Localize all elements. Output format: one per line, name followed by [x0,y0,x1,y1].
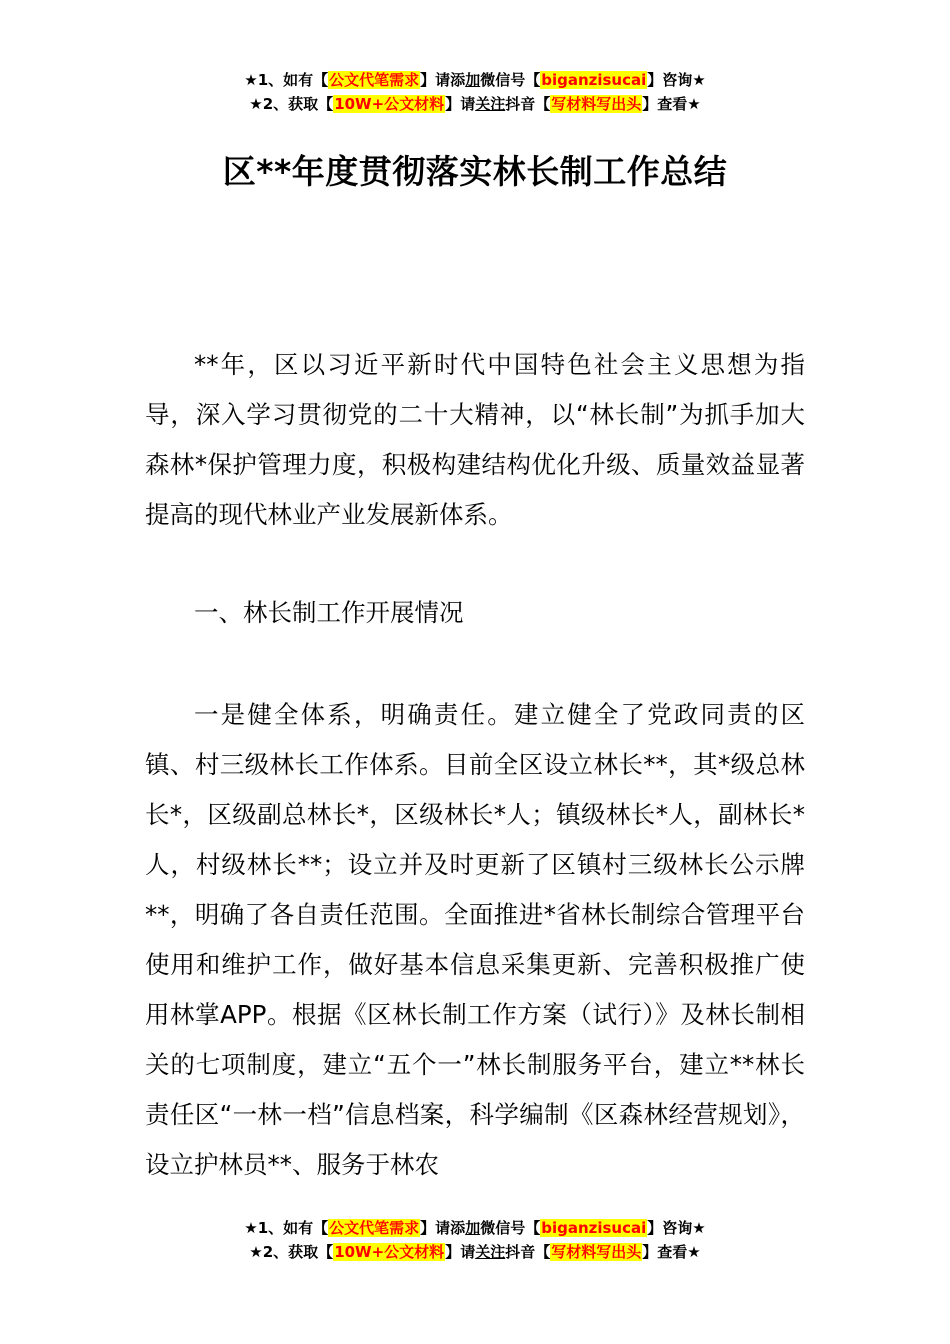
top-banner [0,68,950,116]
banner-highlight: 公文代笔需求 [329,1219,420,1237]
banner-wechat-id: biganzisucai [541,1219,647,1237]
banner-text: ★2、获取【 [249,1243,334,1261]
document-title: 区**年度贯彻落实林长制工作总结 [222,152,728,191]
banner-line-2 [0,1240,950,1264]
banner-highlight: 10W+公文材料 [334,95,445,113]
section-heading-1 [145,588,805,638]
heading-text: 一、林长制工作开展情况 [194,598,464,627]
banner-wechat-id: biganzisucai [541,71,647,89]
banner-highlight: 公文代笔需求 [329,71,420,89]
banner-text: 】请添 [420,1219,466,1237]
banner-line-1 [0,68,950,92]
banner-douyin-id: 写材料写出头 [551,1243,642,1261]
banner-underline: 加 [465,1219,481,1237]
body-paragraph-2 [145,690,805,1190]
banner-text: 微信号【 [480,71,541,89]
banner-underline: 加 [465,71,481,89]
banner-text: ★1、如有【 [244,71,329,89]
banner-highlight: 10W+公文材料 [334,1243,445,1261]
banner-line-2 [0,92,950,116]
banner-text: 】请 [445,1243,476,1261]
banner-douyin-id: 写材料写出头 [551,95,642,113]
paragraph-text: **年，区以习近平新时代中国特色社会主义思想为指导，深入学习贯彻党的二十大精神，以“林长制”为抓手加大森林*保护管理力度，积极构建结构优化升级、质量效益显著提高的现代林业产业发展新体系。 [145,350,805,529]
banner-text: ★1、如有【 [244,1219,329,1237]
paragraph-text: 一是健全体系，明确责任。建立健全了党政同责的区镇、村三级林长工作体系。目前全区设立林长**，其*级总林长*，区级副总林长*，区级林长*人；镇级林长*人，副林长*人，村级林长**；设立并及时更新了区镇村三级林长公示牌**，明确了各自责任范围。全面推进*省林长制综合管理平台使用和维护工作，做好基本信息采集更新、完善积极推广使用林掌APP。根据《区林长制工作方案（试行）》及林长制相关的七项制度，建立“五个一”林长制服务平台，建立**林长责任区“一林一档”信息档案，科学编制《区森林经营规划》，设立护林员**、服务于林农 [145,700,805,1179]
body-paragraph-1 [145,340,805,540]
banner-text: 】咨询★ [647,1219,706,1237]
banner-text: 】查看★ [642,95,701,113]
bottom-banner [0,1216,950,1264]
banner-text: 抖音【 [505,1243,551,1261]
banner-text: ★2、获取【 [249,95,334,113]
banner-text: 】查看★ [642,1243,701,1261]
banner-underline: 关注 [475,1243,506,1261]
banner-text: 微信号【 [480,1219,541,1237]
banner-text: 】咨询★ [647,71,706,89]
banner-underline: 关注 [475,95,506,113]
banner-text: 】请添 [420,71,466,89]
banner-text: 抖音【 [505,95,551,113]
banner-text: 】请 [445,95,476,113]
banner-line-1 [0,1216,950,1240]
